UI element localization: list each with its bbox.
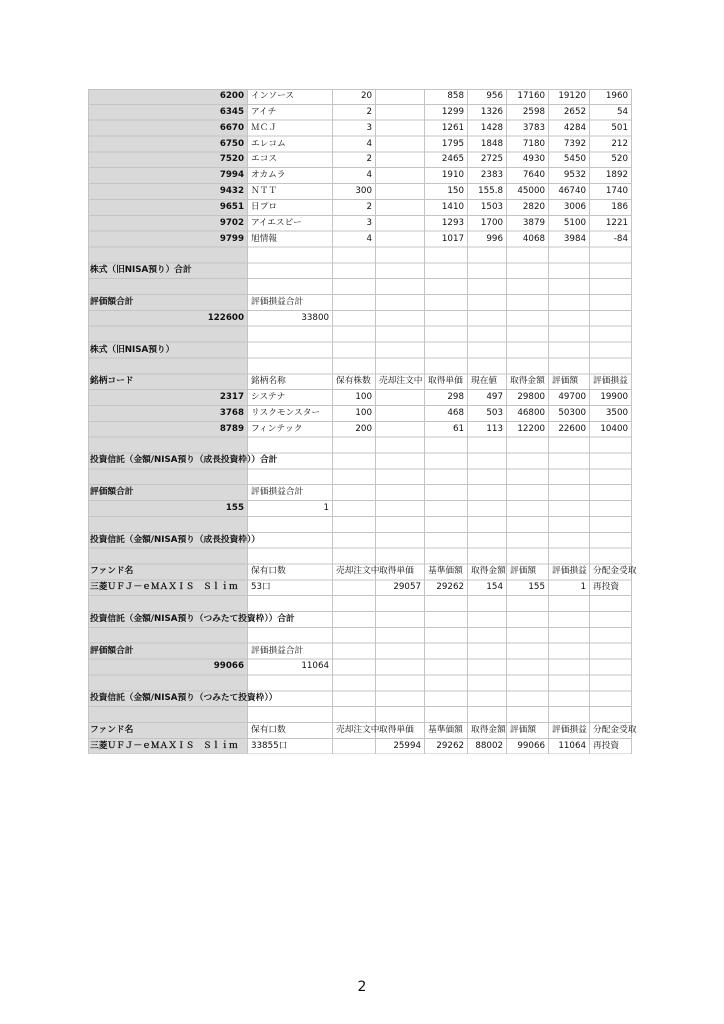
acquisition-price: 1410 — [441, 201, 464, 212]
header-unrealized-gain: 評価損益 — [552, 566, 587, 577]
spreadsheet-page — [88, 89, 637, 754]
stock-row — [88, 232, 632, 248]
current-price: 2725 — [480, 154, 503, 165]
stock-code: 9432 — [219, 186, 244, 197]
blank-row — [88, 628, 632, 644]
acquisition-price: 1910 — [441, 170, 464, 181]
header-unrealized-gain: 評価損益 — [593, 376, 628, 387]
unrealized-gain: 1 — [580, 582, 586, 593]
acquisition-amount: 88002 — [475, 740, 503, 751]
current-price: 155.8 — [478, 186, 503, 197]
acquisition-amount: 17160 — [517, 91, 545, 101]
base-price: 29262 — [436, 740, 464, 751]
acquisition-price: 29057 — [393, 582, 421, 593]
value-total: 99066 — [213, 661, 244, 672]
acquisition-amount: 29800 — [517, 392, 545, 403]
section-title-row — [88, 612, 632, 628]
stock-code: 6670 — [219, 122, 244, 133]
acquisition-amount: 3879 — [522, 217, 545, 228]
value-total: 122600 — [207, 312, 244, 323]
acquisition-amount: 7640 — [522, 170, 545, 181]
stock-code: 9799 — [219, 233, 244, 244]
acquisition-amount: 2820 — [522, 201, 545, 212]
stock-name: システナ — [251, 392, 286, 403]
gain-total-label: 評価損益合計 — [251, 645, 304, 656]
market-value: 5450 — [563, 154, 586, 165]
header-selling-order: 売却注文中 — [336, 566, 380, 577]
header-selling-order: 売却注文中 — [336, 724, 380, 735]
header-stock-code: 銘柄コード — [90, 376, 134, 387]
shares-held: 20 — [360, 91, 372, 101]
distribution-method: 再投資 — [593, 740, 620, 751]
stock-row — [88, 390, 632, 406]
stock-row — [88, 406, 632, 422]
unrealized-gain: 11064 — [558, 740, 586, 751]
unrealized-gain: 19900 — [600, 392, 628, 403]
stock-row — [88, 216, 632, 232]
acquisition-price: 468 — [447, 407, 464, 418]
market-value: 99066 — [517, 740, 545, 751]
shares-held: 100 — [355, 407, 372, 418]
stock-row — [88, 422, 632, 438]
value-total-label: 評価額合計 — [90, 645, 134, 656]
acquisition-amount: 2598 — [522, 106, 545, 117]
stock-name: リスクモンスター — [251, 407, 321, 418]
page-number: 2 — [357, 979, 367, 995]
header-fund-name: ファンド名 — [90, 566, 134, 577]
header-acquisition-price: 取得単価 — [379, 724, 414, 735]
current-price: 497 — [486, 392, 503, 403]
unrealized-gain: 520 — [611, 154, 628, 165]
stock-name: インソース — [251, 91, 295, 101]
stock-code: 6200 — [219, 91, 244, 101]
total-value-row — [88, 659, 632, 675]
section-title-row — [88, 691, 632, 707]
header-row — [88, 374, 632, 390]
header-selling-order: 売却注文中 — [379, 376, 423, 387]
distribution-method: 再投資 — [593, 582, 620, 593]
header-acquisition-price: 取得単価 — [428, 376, 463, 387]
stock-row — [88, 184, 632, 200]
blank-row — [88, 247, 632, 263]
stock-row — [88, 137, 632, 153]
acquisition-amount: 7180 — [522, 138, 545, 149]
blank-row — [88, 517, 632, 533]
units-held: 53口 — [251, 582, 271, 593]
gain-total-label: 評価損益合計 — [251, 296, 304, 307]
header-acquisition-amount: 取得金額 — [471, 724, 506, 735]
market-value: 3006 — [563, 201, 586, 212]
acquisition-price: 298 — [447, 392, 464, 403]
stock-row — [88, 121, 632, 137]
shares-held: 2 — [366, 106, 372, 117]
unrealized-gain: 186 — [611, 201, 628, 212]
market-value: 4284 — [563, 122, 586, 133]
acquisition-price: 61 — [452, 423, 464, 434]
stock-code: 9702 — [219, 217, 244, 228]
stock-name: 旭情報 — [251, 233, 278, 244]
section-title-row — [88, 533, 632, 549]
fund-name: 三菱ＵＦＪ－ｅＭＡＸＩＳ Ｓｌｉｍ — [90, 582, 238, 593]
shares-held: 3 — [366, 122, 372, 133]
unrealized-gain: 1960 — [605, 91, 628, 101]
stock-name: アイチ — [251, 106, 277, 117]
acquisition-price: 1017 — [441, 233, 464, 244]
shares-held: 100 — [355, 392, 372, 403]
stock-row — [88, 105, 632, 121]
shares-held: 4 — [366, 233, 372, 244]
unrealized-gain: -84 — [613, 233, 628, 244]
blank-row — [88, 279, 632, 295]
shares-held: 4 — [366, 170, 372, 181]
current-price: 1326 — [480, 106, 503, 117]
header-base-price: 基準価額 — [428, 566, 463, 577]
header-fund-name: ファンド名 — [90, 724, 134, 735]
acquisition-amount: 46800 — [517, 407, 545, 418]
unrealized-gain: 1740 — [605, 186, 628, 197]
acquisition-amount: 12200 — [517, 423, 545, 434]
unrealized-gain: 3500 — [605, 407, 628, 418]
gain-total: 11064 — [301, 661, 329, 672]
base-price: 29262 — [436, 582, 464, 593]
market-value: 22600 — [558, 423, 586, 434]
header-acquisition-amount: 取得金額 — [471, 566, 506, 577]
unrealized-gain: 501 — [611, 122, 628, 133]
tsumitate-fund-total-title: 投資信託（金額/NISA預り（つみたて投資枠））合計 — [90, 613, 295, 624]
growth-fund-total-title: 投資信託（金額/NISA預り（成長投資枠））合計 — [90, 455, 278, 466]
fund-row — [88, 580, 632, 596]
fund-name: 三菱ＵＦＪ－ｅＭＡＸＩＳ Ｓｌｉｍ — [90, 740, 238, 751]
fund-row — [88, 739, 632, 755]
stock-code: 9651 — [219, 201, 244, 212]
shares-held: 2 — [366, 154, 372, 165]
market-value: 2652 — [563, 106, 586, 117]
units-held: 33855口 — [251, 740, 288, 751]
tsumitate-fund-title: 投資信託（金額/NISA預り（つみたて投資枠）） — [90, 693, 278, 704]
gain-total: 33800 — [301, 312, 329, 323]
blank-row — [88, 469, 632, 485]
current-price: 503 — [486, 407, 503, 418]
stock-code: 2317 — [219, 392, 244, 403]
growth-fund-title: 投資信託（金額/NISA預り（成長投資枠）） — [90, 534, 260, 545]
stock-code: 7520 — [219, 154, 244, 165]
acquisition-amount: 4930 — [522, 154, 545, 165]
old-nisa-total-title: 株式（旧NISA預り）合計 — [90, 265, 192, 276]
acquisition-price: 1261 — [441, 122, 464, 133]
current-price: 113 — [486, 423, 503, 434]
total-label-row — [88, 644, 632, 660]
header-unrealized-gain: 評価損益 — [552, 724, 587, 735]
total-value-row — [88, 311, 632, 327]
market-value: 49700 — [558, 392, 586, 403]
stock-row — [88, 200, 632, 216]
section-title-row — [88, 453, 632, 469]
acquisition-price: 2465 — [441, 154, 464, 165]
shares-held: 300 — [355, 186, 372, 197]
market-value: 155 — [528, 582, 545, 593]
blank-row — [88, 707, 632, 723]
acquisition-price: 1299 — [441, 106, 464, 117]
section-title-row — [88, 343, 632, 359]
stock-name: オカムラ — [251, 170, 286, 181]
blank-row — [88, 327, 632, 343]
market-value: 50300 — [558, 407, 586, 418]
value-total-label: 評価額合計 — [90, 487, 134, 498]
shares-held: 3 — [366, 217, 372, 228]
shares-held: 2 — [366, 201, 372, 212]
total-label-row — [88, 295, 632, 311]
current-price: 1428 — [480, 122, 503, 133]
blank-row — [88, 548, 632, 564]
acquisition-price: 858 — [447, 91, 464, 101]
acquisition-price: 1293 — [441, 217, 464, 228]
value-total: 155 — [225, 502, 244, 513]
current-price: 1848 — [480, 138, 503, 149]
acquisition-price: 1795 — [441, 138, 464, 149]
unrealized-gain: 54 — [616, 106, 628, 117]
header-distribution: 分配金受取 — [593, 724, 637, 735]
header-market-value: 評価額 — [552, 376, 579, 387]
header-acquisition-amount: 取得金額 — [510, 376, 545, 387]
market-value: 3984 — [563, 233, 586, 244]
blank-row — [88, 358, 632, 374]
stock-name: ＮＴＴ — [251, 186, 278, 197]
acquisition-price: 150 — [447, 186, 464, 197]
current-price: 996 — [486, 233, 503, 244]
stock-code: 6750 — [219, 138, 244, 149]
section-title-row — [88, 263, 632, 279]
header-distribution: 分配金受取 — [593, 566, 637, 577]
blank-row — [88, 675, 632, 691]
acquisition-amount: 4068 — [522, 233, 545, 244]
stock-code: 7994 — [219, 170, 244, 181]
market-value: 19120 — [558, 91, 586, 101]
stock-name: ＭＣＪ — [251, 122, 278, 133]
gain-total: 1 — [323, 502, 329, 513]
acquisition-price: 25994 — [393, 740, 421, 751]
stock-code: 8789 — [219, 423, 244, 434]
stock-code: 6345 — [219, 106, 244, 117]
header-base-price: 基準価額 — [428, 724, 463, 735]
current-price: 1700 — [480, 217, 503, 228]
stock-name: フィンテック — [251, 423, 303, 434]
market-value: 5100 — [563, 217, 586, 228]
acquisition-amount: 45000 — [517, 186, 545, 197]
market-value: 46740 — [558, 186, 586, 197]
old-nisa-stocks-title: 株式（旧NISA預り） — [90, 344, 175, 355]
header-market-value: 評価額 — [510, 566, 537, 577]
header-units-held: 保有口数 — [251, 724, 286, 735]
unrealized-gain: 212 — [611, 138, 628, 149]
header-shares-held: 保有株数 — [336, 376, 371, 387]
stock-name: 日プロ — [251, 201, 278, 212]
market-value: 7392 — [563, 138, 586, 149]
stock-code: 3768 — [219, 407, 244, 418]
acquisition-amount: 3783 — [522, 122, 545, 133]
stock-row — [88, 168, 632, 184]
header-row — [88, 723, 637, 739]
total-value-row — [88, 501, 632, 517]
acquisition-amount: 154 — [486, 582, 503, 593]
stock-name: エコス — [251, 154, 278, 165]
unrealized-gain: 10400 — [600, 423, 628, 434]
total-label-row — [88, 485, 632, 501]
stock-row — [88, 152, 632, 168]
header-acquisition-price: 取得単価 — [379, 566, 414, 577]
blank-row — [88, 596, 632, 612]
stock-name: アイエスピー — [251, 217, 302, 228]
shares-held: 4 — [366, 138, 372, 149]
shares-held: 200 — [355, 423, 372, 434]
unrealized-gain: 1221 — [605, 217, 628, 228]
gain-total-label: 評価損益合計 — [251, 487, 304, 498]
header-current-price: 現在値 — [471, 376, 498, 387]
header-row — [88, 564, 637, 580]
header-market-value: 評価額 — [510, 724, 537, 735]
unrealized-gain: 1892 — [605, 170, 628, 181]
stock-row — [88, 89, 632, 105]
blank-row — [88, 438, 632, 454]
current-price: 2383 — [480, 170, 503, 181]
stock-name: エレコム — [251, 138, 286, 149]
value-total-label: 評価額合計 — [90, 296, 134, 307]
header-stock-name: 銘柄名称 — [251, 376, 286, 387]
current-price: 956 — [486, 91, 503, 101]
market-value: 9532 — [563, 170, 586, 181]
header-units-held: 保有口数 — [251, 566, 286, 577]
current-price: 1503 — [480, 201, 503, 212]
